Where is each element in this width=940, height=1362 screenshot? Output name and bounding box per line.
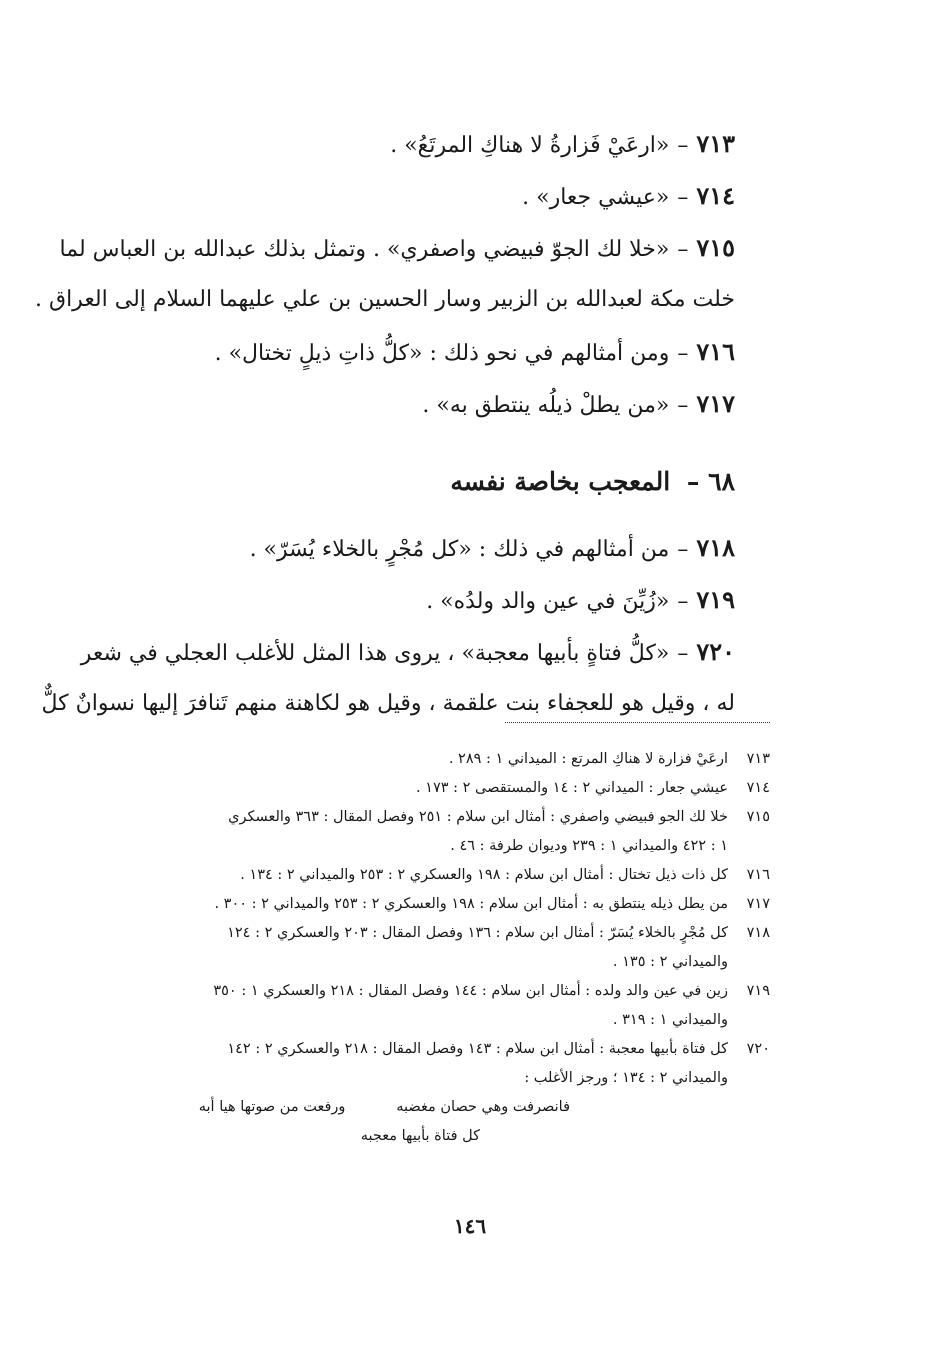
- verse-line-2: كل فتاة بأبيها معجبه: [360, 1128, 480, 1144]
- entry-719: ٧١٩–«زُيِّنَ في عين والد ولدُه» .: [426, 585, 735, 614]
- entry-text: «كلُّ فتاةٍ بأبيها معجبة» ، يروى هذا المثل للأغلب العجلي في شعر: [80, 641, 670, 666]
- entry-720-continuation: له ، وقيل هو للعجفاء بنت علقمة ، وقيل هو لكاهنة منهم تَنافرَ إليها نسوانٌ كلٌّ: [41, 691, 735, 716]
- footnote-text: كل ذات ذيل تختال : أمثال ابن سلام : ١٩٨ والعسكري ٢ : ٢٥٣ والميداني ٢ : ١٣٤ .: [240, 867, 728, 883]
- footnote-number: ٧١٦: [746, 867, 770, 883]
- verse-hemistich-2: ورفعت من صوتها هيا أبه: [198, 1099, 346, 1115]
- footnote-number: ٧١٣: [746, 751, 770, 767]
- footnote-717: [110, 890, 770, 919]
- footnote-number: ٧١٧: [746, 896, 770, 912]
- entry-number: ٧١٦: [696, 337, 735, 366]
- entry-number: ٧١٣: [696, 129, 735, 158]
- section-number: ٦٨: [708, 467, 735, 496]
- entry-text: من أمثالهم في ذلك : «كل مُجْرٍ بالخلاء يُسَرّ» .: [249, 537, 670, 562]
- main-text: [35, 118, 735, 730]
- entry-text: «ارعَيْ فَزارةُ لا هناكِ المرتَعُ» .: [390, 133, 670, 158]
- entry-number: ٧١٤: [696, 181, 735, 210]
- footnote-716: [110, 861, 770, 890]
- entry-717: ٧١٧–«من يطلْ ذيلُه ينتطق به» .: [422, 389, 735, 418]
- footnote-number: ٧١٩: [746, 983, 770, 999]
- footnote-719: [110, 977, 770, 1035]
- section-heading: ٦٨ – المعجب بخاصة نفسه: [450, 467, 735, 496]
- footnote-text: عيشي جعار : الميداني ٢ : ١٤ والمستقصى ٢ : ١٧٣ .: [415, 780, 728, 796]
- footnote-715: [110, 803, 770, 861]
- footnote-text: والميداني ١ : ٣١٩ .: [612, 1012, 728, 1028]
- entry-number: ٧١٨: [696, 533, 735, 562]
- footnote-text: والميداني ٢ : ١٣٥ .: [612, 954, 728, 970]
- footnote-text: من يطل ذيله ينتطق به : أمثال ابن سلام : ١٩٨ والعسكري ٢ : ٢٥٣ والميداني ٢ : ٣٠٠ .: [214, 896, 728, 912]
- footnote-714: [110, 774, 770, 803]
- entry-number: ٧٢٠: [696, 637, 735, 666]
- verse: [110, 1093, 570, 1151]
- entry-718: ٧١٨–من أمثالهم في ذلك : «كل مُجْرٍ بالخلاء يُسَرّ» .: [249, 533, 735, 562]
- entry-716: ٧١٦–ومن أمثالهم في نحو ذلك : «كلُّ ذاتِ ذيلٍ تختال» .: [214, 337, 735, 366]
- entry-text: ومن أمثالهم في نحو ذلك : «كلُّ ذاتِ ذيلٍ تختال» .: [214, 341, 670, 366]
- footnote-separator: [505, 722, 770, 723]
- entry-text: «خلا لك الجوّ فبيضي واصفري» . وتمثل بذلك عبدالله بن العباس لما: [59, 237, 670, 262]
- entry-number: ٧١٥: [696, 233, 735, 262]
- footnote-text: كل مُجْرٍ بالخلاء يُسَرّ : أمثال ابن سلام : ١٣٦ وفصل المقال : ٢٠٣ والعسكري ٢ : ١٢٤: [227, 925, 728, 941]
- entry-text: «عيشي جعار» .: [522, 185, 670, 210]
- entry-text: «من يطلْ ذيلُه ينتطق به» .: [422, 393, 670, 418]
- footnote-text: ١ : ٤٢٢ والميداني ١ : ٢٣٩ وديوان طرفة : ٤٦ .: [450, 838, 728, 854]
- page-number: ١٤٦: [453, 1214, 487, 1238]
- entry-713: ٧١٣–«ارعَيْ فَزارةُ لا هناكِ المرتَعُ» .: [390, 129, 735, 158]
- entry-720: ٧٢٠–«كلُّ فتاةٍ بأبيها معجبة» ، يروى هذا المثل للأغلب العجلي في شعر: [80, 637, 735, 666]
- verse-hemistich-1: فانصرفت وهي حصان مغضبه: [396, 1099, 570, 1115]
- entry-number: ٧١٧: [696, 389, 735, 418]
- footnote-713: [110, 745, 770, 774]
- footnote-number: ٧١٨: [746, 925, 770, 941]
- footnote-number: ٧٢٠: [746, 1041, 770, 1057]
- entry-715-continuation: خلت مكة لعبدالله بن الزبير وسار الحسين بن علي عليهما السلام إلى العراق .: [35, 287, 735, 312]
- section-title: المعجب بخاصة نفسه: [450, 467, 671, 496]
- footnote-text: ارعَيْ فزارة لا هناكِ المرتع : الميداني ١ : ٢٨٩ .: [448, 751, 728, 767]
- entry-714: ٧١٤–«عيشي جعار» .: [522, 181, 735, 210]
- footnote-text: كل فتاة بأبيها معجبة : أمثال ابن سلام : ١٤٣ وفصل المقال : ٢١٨ والعسكري ٢ : ١٤٢: [227, 1041, 728, 1057]
- entry-text: «زُيِّنَ في عين والد ولدُه» .: [426, 589, 670, 614]
- footnote-text: خلا لك الجو فبيضي واصفري : أمثال ابن سلام : ٢٥١ وفصل المقال : ٣٦٣ والعسكري: [228, 809, 728, 825]
- footnote-720: [110, 1035, 770, 1093]
- footnote-718: [110, 919, 770, 977]
- entry-715: ٧١٥–«خلا لك الجوّ فبيضي واصفري» . وتمثل بذلك عبدالله بن العباس لما: [59, 233, 735, 262]
- footnote-text: زين في عين والد ولده : أمثال ابن سلام : ١٤٤ وفصل المقال : ٢١٨ والعسكري ١ : ٣٥٠: [213, 983, 728, 999]
- footnote-number: ٧١٤: [746, 780, 770, 796]
- footnote-number: ٧١٥: [746, 809, 770, 825]
- footnotes: [110, 745, 770, 1151]
- entry-number: ٧١٩: [696, 585, 735, 614]
- footnote-text: والميداني ٢ : ١٣٤ ؛ ورجز الأغلب :: [524, 1070, 728, 1086]
